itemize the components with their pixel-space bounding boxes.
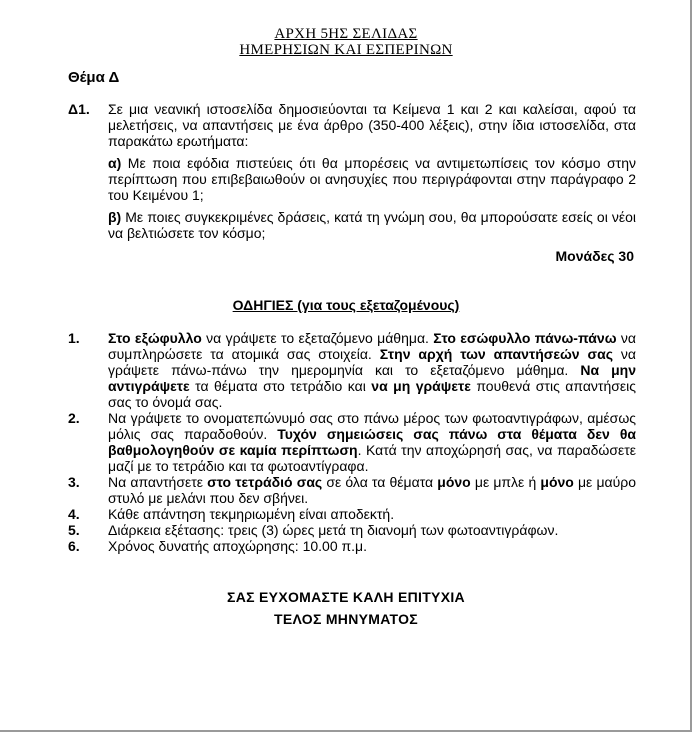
part-b-text: Με ποιες συγκεκριμένες δράσεις, κατά τη γνώμη σου, θα μπορούσατε εσείς οι νέοι να βελτιώσετε τον κόσμο; [108,209,636,241]
instruction-item-5: 5. Διάρκεια εξέτασης: τρεις (3) ώρες μετά τη διανομή των φωτοαντιγράφων. [68,522,559,538]
closing-line-2: ΤΕΛΟΣ ΜΗΝΥΜΑΤΟΣ [274,611,418,627]
part-a-text: Με ποια εφόδια πιστεύεις ότι θα μπορέσεις να αντιμετωπίσεις τον κόσμο στην περίπτωση που επιβεβαιωθούν οι ανησυχίες που περιγράφονται στην παράγραφο 2 του Κειμένου 1; [108,155,636,203]
closing-block [0,586,692,630]
instruction-item-3: 3. Να απαντήσετε στο τετράδιό σας σε όλα τα θέματα μόνο με μπλε ή μόνο με μαύρο στυλό με μελάνι που δεν σβήνει. [68,474,637,506]
instruction-item-4: 4. Κάθε απάντηση τεκμηριωμένη είναι αποδεκτή. [68,506,395,522]
header-line-1: ΑΡΧΗ 5ΗΣ ΣΕΛΙΔΑΣ [274,26,418,42]
instructions-title: ΟΔΗΓΙΕΣ (για τους εξεταζομένους) [232,297,460,313]
part-a-label: α) [108,155,122,171]
instruction-item-1: 1. Στο εξώφυλλο να γράψετε το εξεταζόμενο μάθημα. Στο εσώφυλλο πάνω-πάνω να συμπληρώσετε τα ατομικά σας στοιχεία. Στην αρχή των απαντήσεών σας να γράψετε πάνω-πάνω την ημερομηνία και το εξεταζόμενο μάθημα. Να μην αντιγράψετε τα θέματα στο τετράδιο και να μη γράψετε πουθενά στις απαντήσεις σας το όνομά σας. [68,330,637,410]
question-body [108,101,636,241]
question-part-a [108,155,636,203]
part-b-label: β) [108,209,122,225]
question-part-b [108,209,636,241]
theme-title: Θέμα Δ [68,69,120,86]
marks-label: Μονάδες 30 [555,248,634,264]
question-number: Δ1. [68,101,90,117]
instruction-item-2: 2. Να γράψετε το ονοματεπώνυμό σας στο πάνω μέρος των φωτοαντιγράφων, αμέσως μόλις σας παραδοθούν. Τυχόν σημειώσεις σας πάνω στα θέματα δεν θα βαθμολογηθούν σε καμία περίπτωση. Κατά την αποχώρησή σας, να παραδώσετε μαζί με το τετράδιο και τα φωτοαντίγραφα. [68,410,637,474]
header-line-2: ΗΜΕΡΗΣΙΩΝ ΚΑΙ ΕΣΠΕΡΙΝΩΝ [239,42,453,58]
instruction-item-6: 6. Χρόνος δυνατής αποχώρησης: 10.00 π.μ. [68,538,368,554]
question-d1 [68,101,636,247]
page-header [0,26,692,58]
question-intro: Σε μια νεανική ιστοσελίδα δημοσιεύονται τα Κείμενα 1 και 2 και καλείσαι, αφού τα μελετήσεις, να απαντήσεις με ένα άρθρο (350-400 λέξεις), στην ίδια ιστοσελίδα, στα παρακάτω ερωτήματα: [108,101,636,149]
closing-line-1: ΣΑΣ ΕΥΧΟΜΑΣΤΕ ΚΑΛΗ ΕΠΙΤΥΧΙΑ [227,589,465,605]
instructions-list [68,330,636,554]
